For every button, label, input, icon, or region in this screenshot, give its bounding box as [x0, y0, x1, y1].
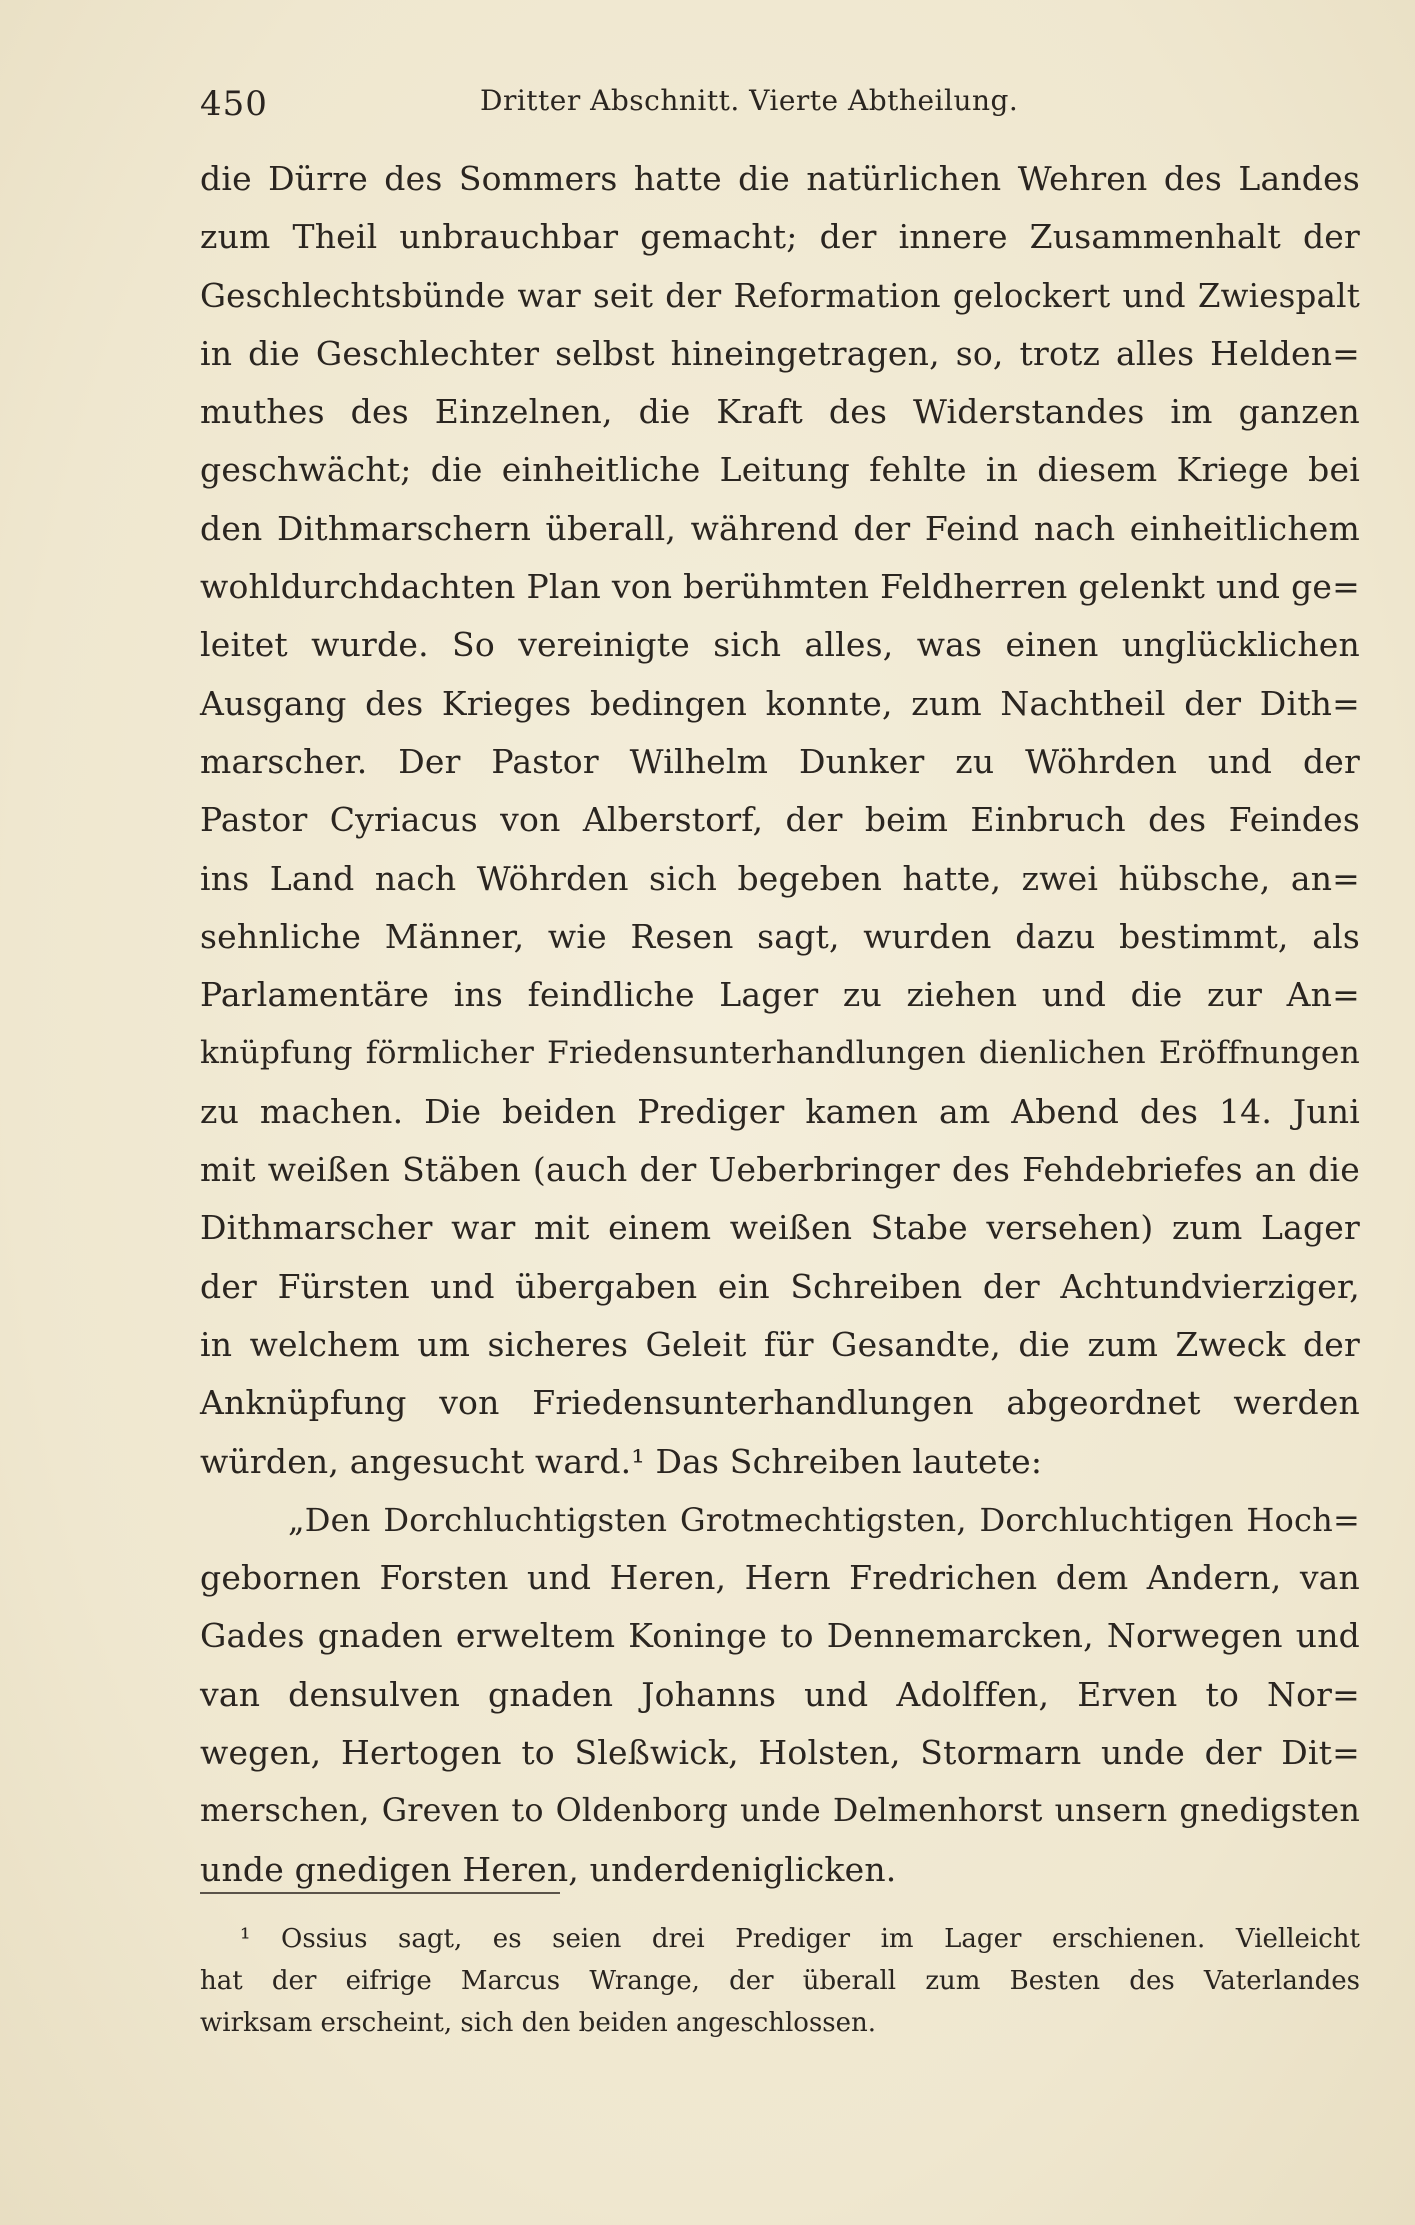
footnote-line: ¹ Ossius sagt, es seien drei Prediger im Lager erschienen. Vielleicht: [240, 1924, 1360, 1954]
body-text: [200, 150, 1360, 1899]
text-line: marscher. Der Pastor Wilhelm Dunker zu Wöhrden und der: [200, 741, 1360, 781]
quote-line: van densulven gnaden Johanns und Adolffen, Erven to Nor=: [200, 1674, 1360, 1714]
footnote-rule: [200, 1892, 560, 1894]
footnote: [200, 1918, 1360, 2044]
text-line: mit weißen Stäben (auch der Ueberbringer des Fehdebriefes an die: [200, 1150, 1360, 1190]
text-line: in die Geschlechter selbst hineingetragen, so, trotz alles Helden=: [200, 333, 1360, 373]
footnote-line: hat der eifrige Marcus Wrange, der überall zum Besten des Vaterlandes: [200, 1966, 1360, 1996]
quote-line: merschen, Greven to Oldenborg unde Delmenhorst unsern gnedigsten: [200, 1793, 1360, 1830]
text-line: knüpfung förmlicher Friedensunterhandlungen dienlichen Eröffnungen: [200, 1035, 1360, 1072]
text-line: Anknüpfung von Friedensunterhandlungen abgeordnet werden: [200, 1383, 1360, 1423]
text-line: Geschlechtsbünde war seit der Reformation gelockert und Zwiespalt: [200, 276, 1360, 315]
text-line: würden, angesucht ward.¹ Das Schreiben lautete:: [200, 1441, 1043, 1481]
text-line: den Dithmarschern überall, während der Feind nach einheitlichem: [200, 508, 1360, 548]
footnote-line: wirksam erscheint, sich den beiden angeschlossen.: [200, 2008, 877, 2038]
text-line: zu machen. Die beiden Prediger kamen am Abend des 14. Juni: [200, 1091, 1360, 1131]
text-line: in welchem um sicheres Geleit für Gesandte, die zum Zweck der: [200, 1324, 1360, 1364]
text-line: sehnliche Männer, wie Resen sagt, wurden dazu bestimmt, als: [200, 916, 1360, 956]
text-line: wohldurchdachten Plan von berühmten Feldherren gelenkt und ge=: [200, 567, 1360, 607]
quote-line: wegen, Hertogen to Sleßwick, Holsten, Stormarn unde der Dit=: [200, 1733, 1360, 1773]
text-line: geschwächt; die einheitliche Leitung fehlte in diesem Kriege bei: [200, 450, 1360, 490]
page-header: [200, 78, 1210, 128]
text-line: muthes des Einzelnen, die Kraft des Widerstandes im ganzen: [200, 392, 1360, 432]
text-line: ins Land nach Wöhrden sich begeben hatte, zwei hübsche, an=: [200, 858, 1360, 898]
text-line: Pastor Cyriacus von Alberstorf, der beim Einbruch des Feindes: [200, 800, 1360, 840]
quote-line: Gades gnaden erweltem Koninge to Dennemarcken, Norwegen und: [200, 1616, 1360, 1656]
quote-line: unde gnedigen Heren, underdeniglicken.: [200, 1849, 897, 1889]
text-line: die Dürre des Sommers hatte die natürlichen Wehren des Landes: [200, 159, 1360, 198]
text-line: der Fürsten und übergaben ein Schreiben der Achtundvierziger,: [200, 1266, 1360, 1306]
text-line: Ausgang des Krieges bedingen konnte, zum Nachtheil der Dith=: [200, 683, 1360, 723]
text-line: leitet wurde. So vereinigte sich alles, was einen unglücklichen: [200, 625, 1360, 665]
text-line: Dithmarscher war mit einem weißen Stabe versehen) zum Lager: [200, 1208, 1360, 1248]
quote-line: „Den Dorchluchtigsten Grotmechtigsten, Dorchluchtigen Hoch=: [288, 1500, 1360, 1539]
text-line: Parlamentäre ins feindliche Lager zu ziehen und die zur An=: [200, 975, 1360, 1015]
quote-line: gebornen Forsten und Heren, Hern Fredrichen dem Andern, van: [200, 1558, 1360, 1598]
running-head: Dritter Abschnitt. Vierte Abtheilung.: [480, 84, 1019, 117]
page-number: 450: [200, 84, 268, 124]
text-line: zum Theil unbrauchbar gemacht; der innere Zusammenhalt der: [200, 217, 1360, 257]
